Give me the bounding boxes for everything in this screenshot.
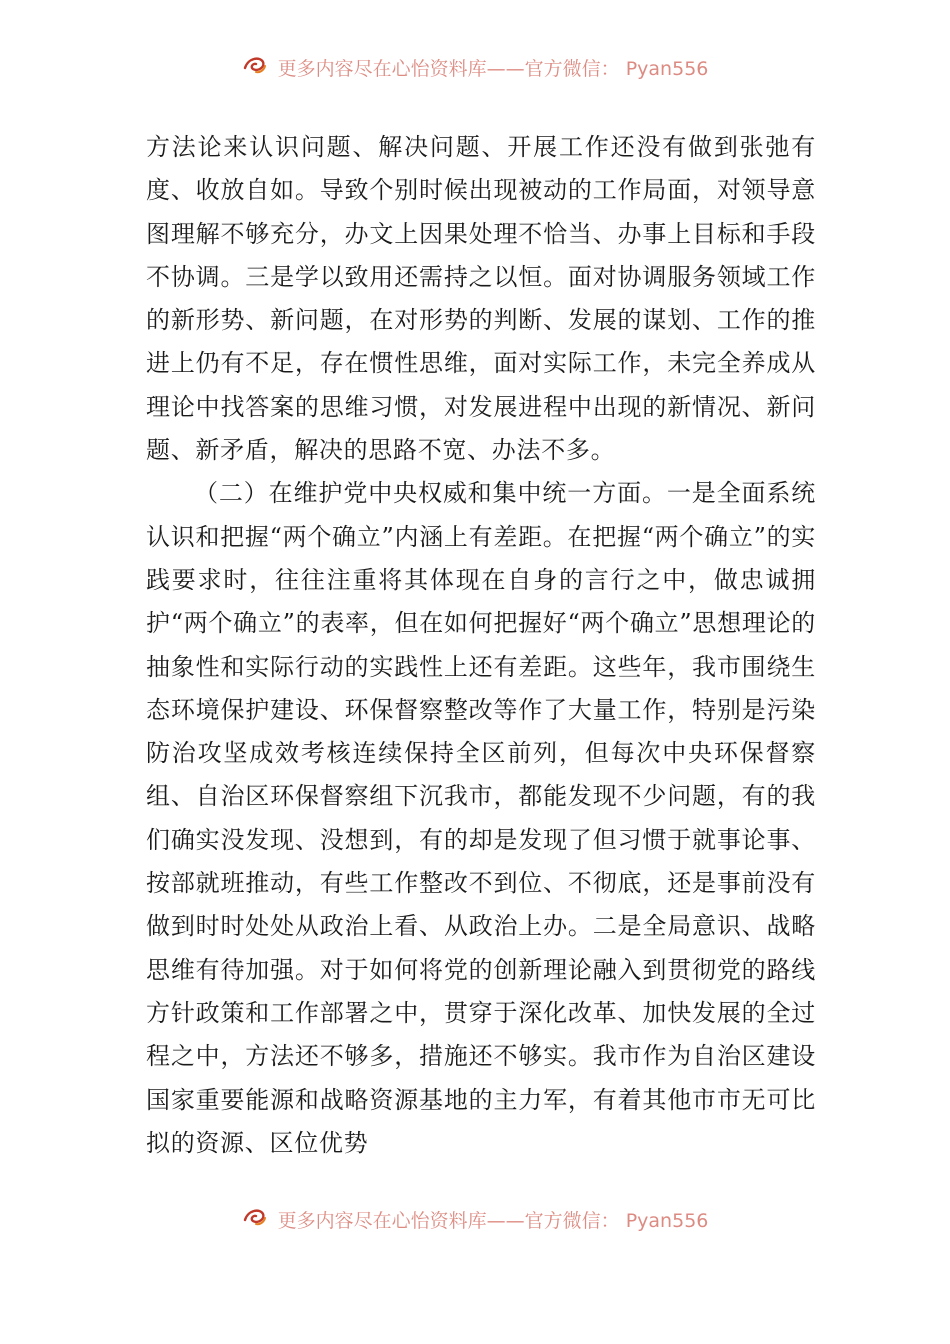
paragraph-2: （二）在维护党中央权威和集中统一方面。一是全面系统认识和把握“两个确立”内涵上有差距。在把握“两个确立”的实践要求时，往往注重将其体现在自身的言行之中，做忠诚拥护“两个确立”的表率，但在如何把握好“两个确立”思想理论的抽象性和实际行动的实践性上还有差距。这些年，我市围绕生态环境保护建设、环保督察整改等作了大量工作，特别是污染防治攻坚成效考核连续保持全区前列，但每次中央环保督察组、自治区环保督察组下沉我市，都能发现不少问题，有的我们确实没发现、没想到，有的却是发现了但习惯于就事论事、按部就班推动，有些工作整改不到位、不彻底，还是事前没有做到时时处处从政治上看、从政治上办。二是全局意识、战略思维有待加强。对于如何将党的创新理论融入到贯彻党的路线方针政策和工作部署之中，贯穿于深化改革、加快发展的全过程之中，方法还不够多，措施还不够实。我市作为自治区建设国家重要能源和战略资源基地的主力军，有着其他市市无可比拟的资源、区位优势 (146, 479, 816, 1157)
document-body (146, 126, 816, 1165)
logo-swirl-icon (242, 54, 268, 81)
paragraph-1: 方法论来认识问题、解决问题、开展工作还没有做到张弛有度、收放自如。导致个别时候出现被动的工作局面，对领导意图理解不够充分，办文上因果处理不恰当、办事上目标和手段不协调。三是学以致用还需持之以恒。面对协调服务领域工作的新形势、新问题，在对形势的判断、发展的谋划、工作的推进上仍有不足，存在惯性思维，面对实际工作，未完全养成从理论中找答案的思维习惯，对发展进程中出现的新情况、新问题、新矛盾，解决的思路不宽、办法不多。 (146, 133, 816, 465)
watermark-text: 更多内容尽在心怡资料库——官方微信： Pyan556 (277, 1210, 709, 1232)
watermark-text: 更多内容尽在心怡资料库——官方微信： Pyan556 (277, 58, 709, 80)
watermark-header (0, 54, 950, 94)
watermark-footer (0, 1206, 950, 1246)
logo-swirl-icon (242, 1206, 268, 1233)
